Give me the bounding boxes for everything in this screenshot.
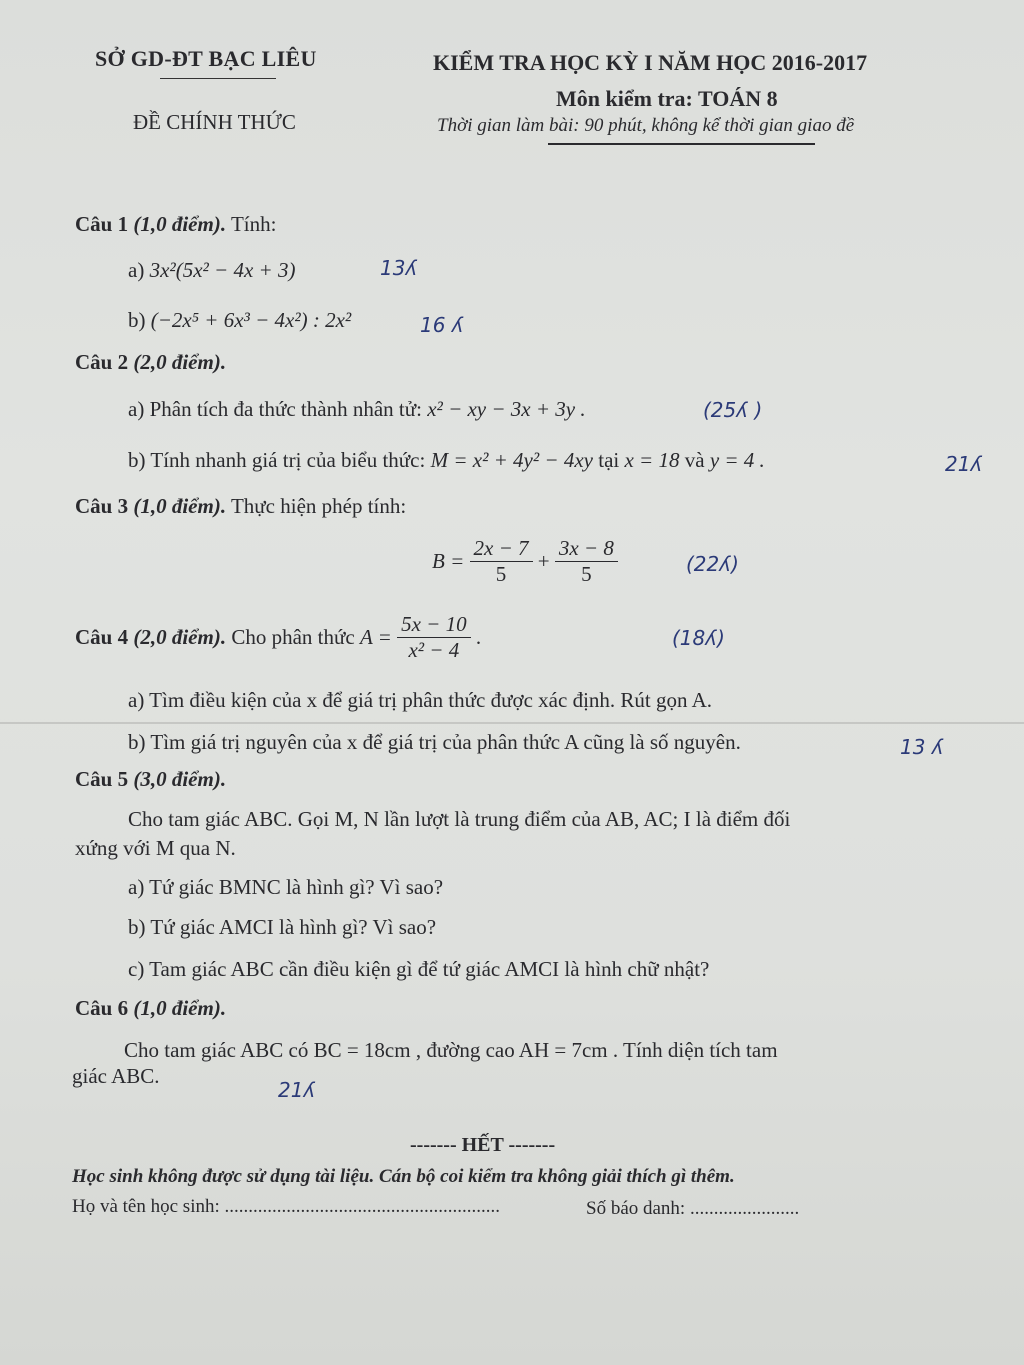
q3-denominator-2: 5 (581, 562, 592, 586)
question-1 (75, 212, 276, 237)
q2-a-text: a) Phân tích đa thức thành nhân tử: (128, 397, 422, 421)
q3-formula (432, 536, 618, 587)
q1-a-label: a) (128, 258, 145, 282)
q1-a-expression: 3x²(5x² − 4x + 3) (149, 258, 296, 282)
official-label: ĐỀ CHÍNH THỨC (133, 110, 296, 134)
q4-b-handwritten-note: 13 ʎ (900, 735, 944, 759)
agency-underline (160, 78, 276, 79)
q1-text: Tính: (230, 212, 277, 236)
header-underline (548, 143, 815, 145)
q1-b-handwritten-note: 16 ʎ (420, 313, 464, 337)
q3-points: (1,0 điểm). (133, 494, 227, 518)
q1-b-label: b) (128, 308, 146, 332)
q3-handwritten-note: (22ʎ) (686, 552, 739, 576)
q5-line-2: xứng với M qua N. (75, 836, 236, 860)
q4-points: (2,0 điểm). (133, 625, 227, 649)
q4-numerator: 5x − 10 (397, 612, 471, 638)
q2-b-y: y = 4 . (709, 448, 765, 472)
q6-label: Câu 6 (75, 996, 129, 1020)
q3-plus: + (537, 549, 550, 573)
subject-line: Môn kiểm tra: TOÁN 8 (556, 86, 778, 111)
q2-b-expression: M = x² + 4y² − 4xy (430, 448, 593, 472)
q3-numerator-2: 3x − 8 (555, 536, 618, 562)
q1-label: Câu 1 (75, 212, 129, 236)
q1-a-handwritten-note: 13ʎ (380, 256, 418, 280)
q6-points: (1,0 điểm). (133, 996, 227, 1020)
q2-label: Câu 2 (75, 350, 129, 374)
q2-b-and: và (684, 448, 705, 472)
q6-handwritten-note: 21ʎ (278, 1078, 316, 1102)
q3-fraction-2 (555, 536, 618, 587)
exam-title: KIỂM TRA HỌC KỲ I NĂM HỌC 2016-2017 (433, 50, 868, 75)
q3-lhs: B = (432, 549, 465, 573)
duration-line: Thời gian làm bài: 90 phút, không kể thời gian giao đề (437, 115, 855, 136)
question-2 (75, 350, 226, 375)
q1-points: (1,0 điểm). (133, 212, 227, 236)
q1-a (128, 258, 295, 283)
q3-numerator-1: 2x − 7 (470, 536, 533, 562)
q6-line-1: Cho tam giác ABC có BC = 18cm , đường cao AH = 7cm . Tính diện tích tam (124, 1038, 778, 1062)
q4-text: Cho phân thức (231, 625, 355, 649)
q2-a-expression: x² − xy − 3x + 3y . (427, 397, 586, 421)
q2-b-at: tại (598, 448, 620, 472)
q4-denominator: x² − 4 (408, 638, 460, 662)
q4-label: Câu 4 (75, 625, 129, 649)
student-id-field: Số báo danh: ....................... (586, 1198, 800, 1219)
q3-denominator-1: 5 (495, 562, 507, 586)
q5-points: (3,0 điểm). (133, 767, 227, 791)
question-5 (75, 767, 226, 792)
q4-b: b) Tìm giá trị nguyên của x để giá trị của phân thức A cũng là số nguyên. (128, 730, 741, 754)
q4-a: a) Tìm điều kiện của x để giá trị phân thức được xác định. Rút gọn A. (128, 688, 713, 712)
q4-handwritten-note: (18ʎ) (672, 626, 725, 650)
q3-fraction-1 (470, 536, 533, 587)
q3-text: Thực hiện phép tính: (230, 494, 407, 518)
q4-lhs: A = (359, 625, 392, 649)
end-marker: ------- HẾT ------- (410, 1134, 556, 1156)
q2-b-text: b) Tính nhanh giá trị của biểu thức: (128, 448, 426, 472)
q2-a-handwritten-note: (25ʎ ) (703, 398, 763, 422)
q1-b-expression: (−2x⁵ + 6x³ − 4x²) : 2x² (150, 308, 352, 332)
q4-fraction (397, 612, 471, 663)
q4-dot: . (475, 625, 482, 649)
q5-line-1: Cho tam giác ABC. Gọi M, N lần lượt là trung điểm của AB, AC; I là điểm đối (128, 807, 791, 831)
q5-b: b) Tứ giác AMCI là hình gì? Vì sao? (128, 915, 437, 939)
student-name-field: Họ và tên học sinh: .......................................................... (72, 1196, 501, 1217)
question-3 (75, 494, 406, 519)
q2-b (128, 448, 765, 473)
agency-name: SỞ GD-ĐT BẠC LIÊU (95, 46, 317, 71)
q3-label: Câu 3 (75, 494, 129, 518)
exam-notice: Học sinh không được sử dụng tài liệu. Cán bộ coi kiểm tra không giải thích gì thêm. (72, 1166, 735, 1187)
question-6 (75, 996, 226, 1021)
q1-b (128, 308, 351, 333)
question-4 (75, 612, 481, 663)
q2-b-x: x = 18 (624, 448, 680, 472)
q5-a: a) Tứ giác BMNC là hình gì? Vì sao? (128, 875, 444, 899)
fold-crease (0, 722, 1024, 724)
q2-points: (2,0 điểm). (133, 350, 227, 374)
q5-c: c) Tam giác ABC cần điều kiện gì để tứ giác AMCI là hình chữ nhật? (128, 957, 710, 981)
q2-b-handwritten-note: 21ʎ (945, 452, 983, 476)
q6-line-2: giác ABC. (72, 1064, 160, 1088)
q5-label: Câu 5 (75, 767, 129, 791)
q2-a (128, 397, 586, 422)
